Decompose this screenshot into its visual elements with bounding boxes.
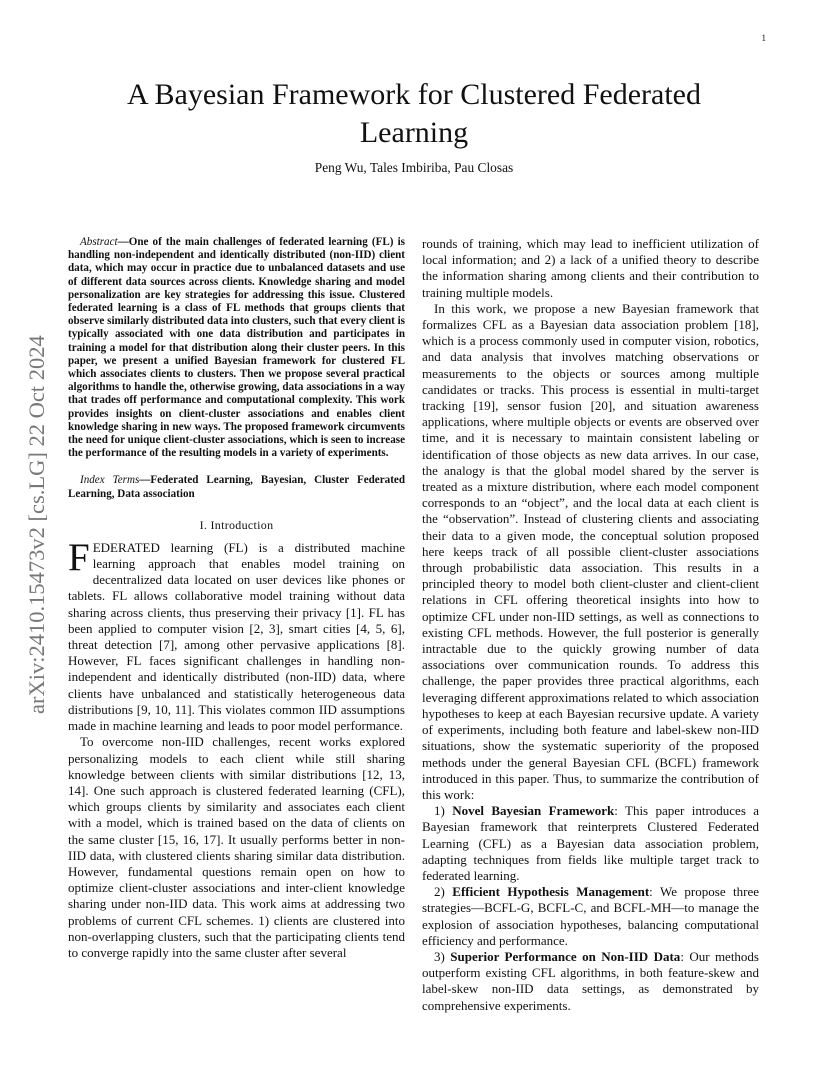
intro-paragraph-1-text: EDERATED learning (FL) is a distributed machine learning approach that enables model training on decentralized data located on user devices like phones or tablets. FL allows collaborative model training without data sharing across clients, thus preserving their privacy [1]. FL has been applied to computer vision [2, 3], smart cities [4, 5, 6], threat detection [7], among other pervasive applications [8]. However, FL faces significant challenges in handling non-independent and identically distributed (non-IID) data, where clients have unbalanced and statistically heterogeneous data distributions [9, 10, 11]. This violates common IID assumptions made in machine learning and leads to poor model performance. (68, 539, 405, 734)
intro-paragraph-2: To overcome non-IID challenges, recent works explored personalizing models to each client while still sharing knowledge between clients with similar distributions [12, 13, 14]. One such approach is clustered federated learning (CFL), which groups clients by similarity and associates each client with a model, which is trained based on the data of clients on the same cluster [15, 16, 17]. It usually performs better in non-IID data, with clustered clients sharing similar data distribution. However, fundamental questions remain open on how to optimize client-cluster associations and inter-client knowledge sharing under non-IID data. This work aims at addressing two problems of current CFL schemes. 1) clients are clustered into non-overlapping clusters, such that the participating clients tend to converge rapidly into the same cluster after several (68, 734, 405, 960)
contribution-number: 3) (434, 948, 445, 964)
index-terms-text: —Federated Learning, Bayesian, Cluster Federated Learning, Data association (68, 474, 405, 500)
section-heading-introduction: I. Introduction (199, 517, 274, 532)
index-terms-lead: Index Terms (80, 474, 140, 487)
abstract (68, 236, 405, 460)
contribution-item (422, 884, 759, 949)
paper-title: A Bayesian Framework for Clustered Federated Learning (127, 78, 701, 149)
page-number: 1 (761, 33, 766, 43)
right-column (422, 236, 759, 1014)
contribution-number: 1) (434, 803, 445, 819)
index-terms (68, 474, 405, 500)
intro-paragraph-3: In this work, we propose a new Bayesian framework that formalizes CFL as a Bayesian data association problem [18], which is a process commonly used in computer vision, robotics, and data analysis that involves matching observations or measurements to the objects or sources among multiple candidates or tracks. This process is essential in multi-target tracking [19], sensor fusion [20], and situation awareness applications, where multiple objects or events are observed over time, and it is necessary to maintain consistent labeling or identification of those objects as new data arrives. In our case, the analogy is that the global model shared by the server is treated as a mixture distribution, where each model component corresponds to an “object”, and the local data at each client is the “observation”. Instead of clustering clients and associating their data to a given mode, the conceptual solution proposed here keeps track of all possible client-cluster associations through probabilistic data association. This results in a principled theory to model both client-cluster and client-client relations in CFL offering theoretical insights into how to optimize CFL under non-IID settings, as well as connections to existing CFL methods. However, the full posterior is generally intractable due to the quickly growing number of data associations over communication rounds. To address this challenge, the paper provides three practical algorithms, each leveraging different approximations related to which association hypotheses to keep at each Bayesian recursive update. A variety of experiments, including both feature and label-skew non-IID situations, show the systematic superiority of the proposed methods under the general Bayesian CFL (BCFL) framework introduced in this paper. Thus, to summarize the contribution of this work: (422, 300, 759, 802)
contribution-title: Efficient Hypothesis Management (452, 884, 650, 900)
contribution-text: : We propose three strategies—BCFL-G, BCFL-C, and BCFL-MH—to manage the explosion of association hypotheses, balancing computational efficiency and performance. (422, 884, 760, 948)
contribution-text: : This paper introduces a Bayesian framework that reinterprets Clustered Federated Learning (CFL) as a Bayesian data association problem, adapting techniques from fields like multiple target track to federated learning. (422, 803, 760, 883)
dropcap-letter: F (68, 535, 90, 579)
author-list: Peng Wu, Tales Imbiriba, Pau Closas (314, 160, 514, 175)
arxiv-identifier[interactable]: arXiv:2410.15473v2 [cs.LG] 22 Oct 2024 (24, 335, 49, 714)
left-column (68, 236, 405, 961)
contribution-item (422, 949, 759, 1014)
abstract-text: —One of the main challenges of federated learning (FL) is handling non-independent and identically distributed (non-IID) client data, which may occur in practice due to unbalanced datasets and use of different data sources across clients. Knowledge sharing and model personalization are key strategies for addressing this issue. Clustered federated learning is a class of FL methods that groups clients that observe similarly distributed data into clusters, such that every client is typically associated with one data distribution and participates in training a model for that distribution along their cluster peers. In this paper, we present a unified Bayesian framework for clustered FL which associates clients to clusters. Then we propose several practical algorithms to handle the, otherwise growing, data associations in a way that trades off performance and computational complexity. This work provides insights on client-cluster associations and enables client knowledge sharing in new ways. The proposed framework circumvents the need for unique client-cluster associations, which is seen to increase the performance of the resulting models in a variety of experiments. (68, 236, 405, 460)
contribution-number: 2) (434, 884, 445, 900)
intro-paragraph-1 (68, 535, 405, 734)
intro-paragraph-2-continued: rounds of training, which may lead to inefficient utilization of local information; and 2) a lack of a unified theory to describe the information sharing among clients and their contribution to training multiple models. (422, 236, 759, 300)
contribution-item (422, 803, 759, 884)
contribution-title: Novel Bayesian Framework (452, 803, 615, 819)
abstract-lead: Abstract (80, 236, 118, 248)
contribution-text: : Our methods outperform existing CFL algorithms, in both feature-skew and label-skew non-IID data settings, as demonstrated by comprehensive experiments. (422, 948, 759, 1013)
contribution-title: Superior Performance on Non-IID Data (450, 948, 681, 964)
